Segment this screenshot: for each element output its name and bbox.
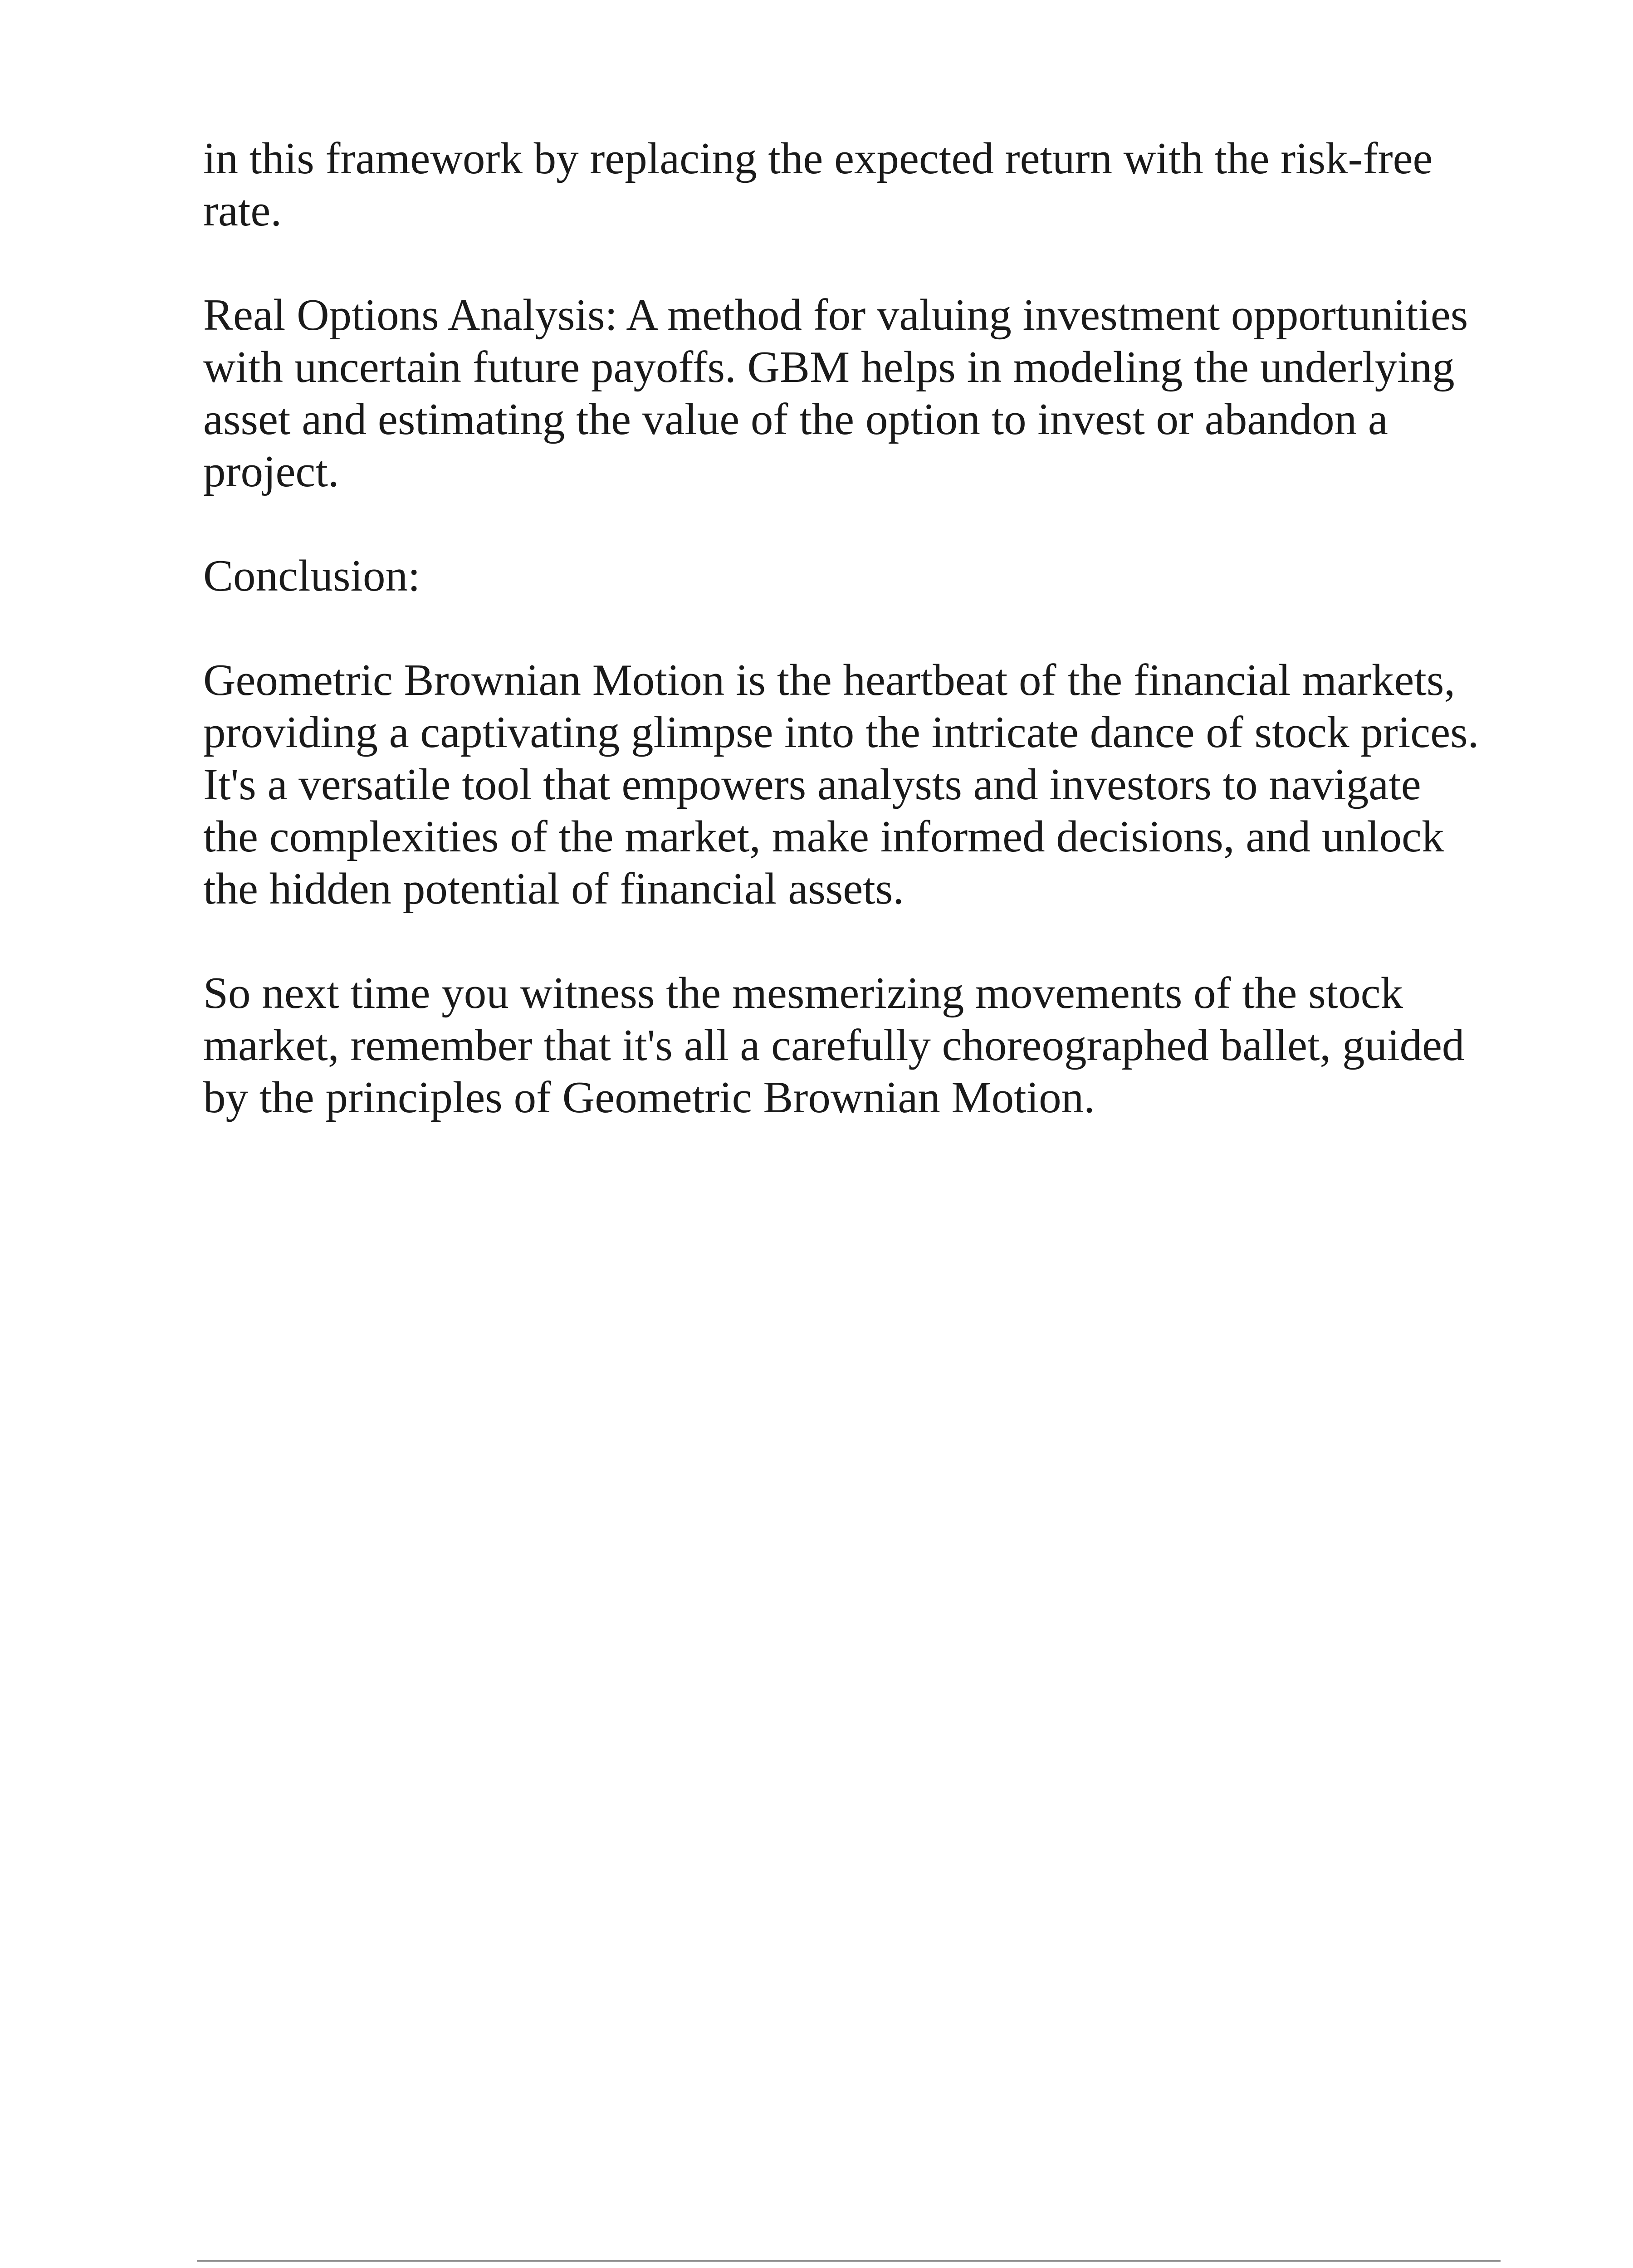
footer-divider bbox=[197, 2260, 1501, 2262]
paragraph-conclusion-gbm: Geometric Brownian Motion is the heartbeat of the financial markets, providing a captivating glimpse into the intricate dance of stock prices. It's a versatile tool that empowers analysts and investors to navigate the complexities of the market, make informed decisions, and unlock the hidden potential of financial assets. bbox=[203, 655, 1479, 914]
paragraph-closing-remark: So next time you witness the mesmerizing movements of the stock market, remember that it's all a carefully choreographed ballet, guided by the principles of Geometric Brownian Motion. bbox=[203, 968, 1465, 1122]
paragraph-risk-neutral-continuation: in this framework by replacing the expected return with the risk-free rate. bbox=[203, 134, 1433, 235]
conclusion-heading: Conclusion: bbox=[203, 551, 420, 601]
paragraph-real-options-analysis: Real Options Analysis: A method for valuing investment opportunities with uncertain future payoffs. GBM helps in modeling the underlying asset and estimating the value of the option to invest or abandon a project. bbox=[203, 290, 1468, 496]
body-text bbox=[203, 132, 1491, 1176]
